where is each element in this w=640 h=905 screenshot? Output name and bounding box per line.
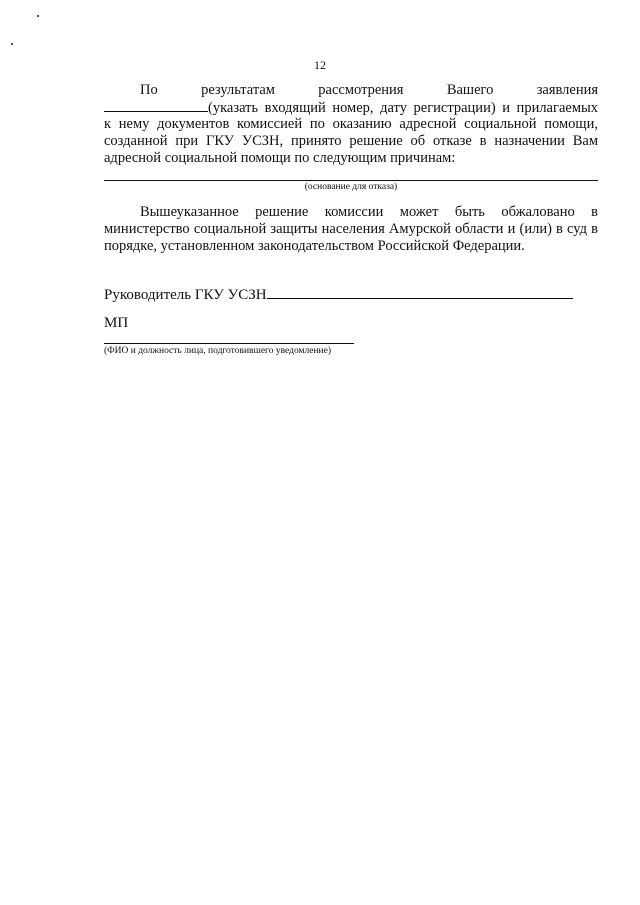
appeal-line-3: порядке, установленном законодательством Российской Федерации. xyxy=(104,238,525,254)
refusal-line-1: По результатам рассмотрения Вашего заявления xyxy=(140,82,599,98)
appeal-line-2: министерство социальной защиты населения Амурской области и (или) в суд в xyxy=(104,221,598,237)
basis-caption: (основание для отказа) xyxy=(304,182,398,192)
appeal-line-1: Вышеуказанное решение комиссии может быть обжаловано в xyxy=(140,204,598,220)
page-number: 12 xyxy=(314,58,326,72)
appeal-paragraph xyxy=(104,204,598,255)
refusal-line-4: созданной при ГКУ УСЗН, принято решение об отказе в назначении Вам xyxy=(104,133,598,149)
stamp-label: МП xyxy=(104,315,129,331)
preparer-caption: (ФИО и должность лица, подготовившего уведомление) xyxy=(104,346,332,356)
refusal-paragraph xyxy=(104,82,598,167)
preparer-blank-line xyxy=(104,343,354,344)
scan-speck xyxy=(11,43,13,45)
basis-blank-line xyxy=(104,180,598,181)
refusal-line-5: адресной социальной помощи по следующим причинам: xyxy=(104,150,456,166)
signature-blank-field xyxy=(267,284,573,299)
refusal-line-3: к нему документов комиссией по оказанию адресной социальной помощи, xyxy=(104,116,598,132)
scan-speck xyxy=(37,15,39,17)
refusal-line-2: (указать входящий номер, дату регистрации) и прилагаемых xyxy=(104,99,598,116)
registration-blank-field xyxy=(104,99,208,112)
head-signature-line: Руководитель ГКУ УСЗН xyxy=(104,284,573,304)
